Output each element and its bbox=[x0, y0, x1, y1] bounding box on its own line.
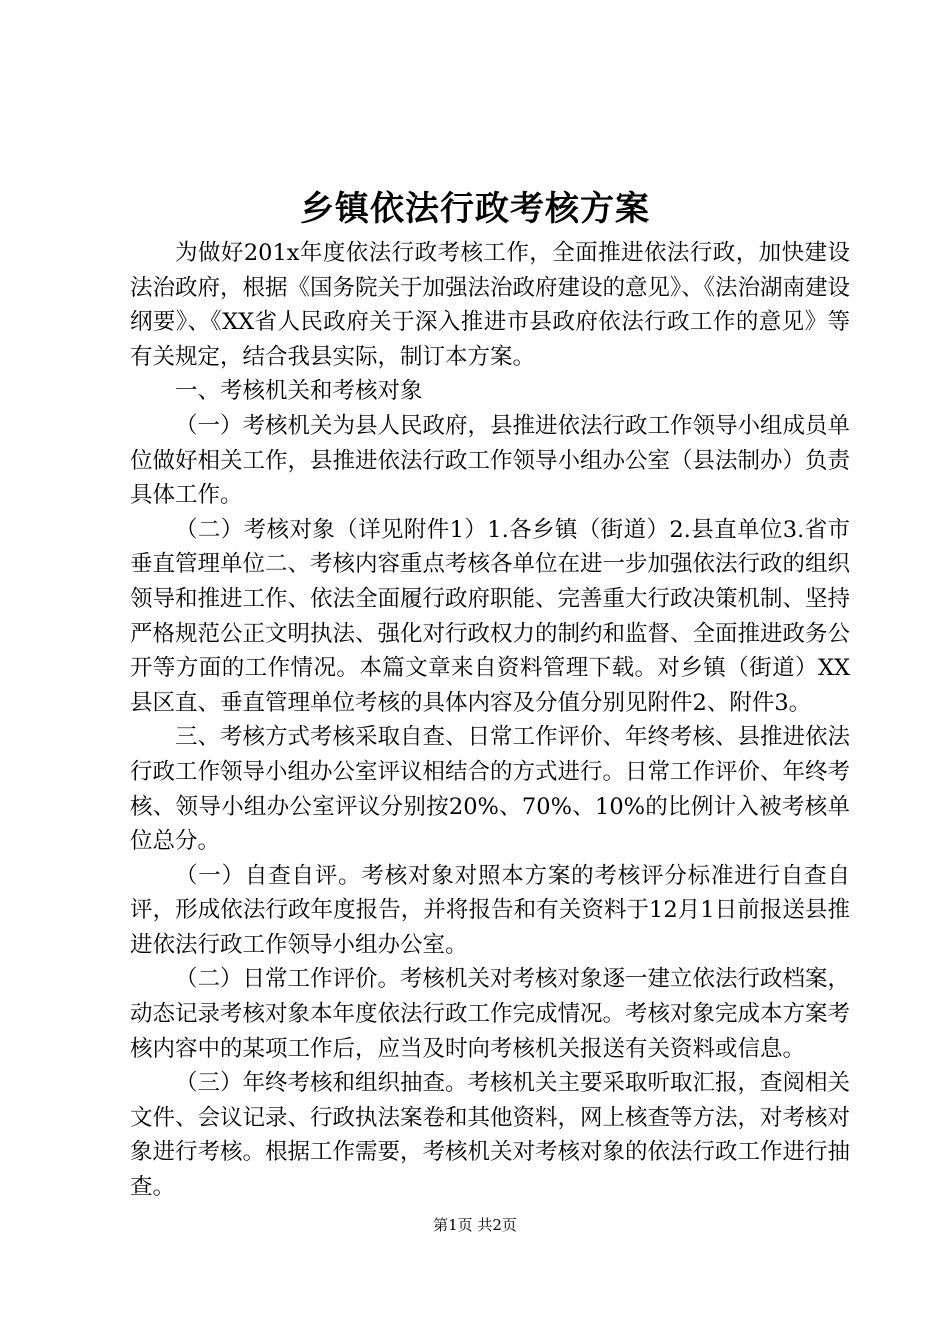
paragraph-daily-evaluation: （二）日常工作评价。考核机关对考核对象逐一建立依法行政档案，动态记录考核对象本年度依法行政工作完成情况。考核对象完成本方案考核内容中的某项工作后，应当及时向考核机关报送有关资料或信息。 bbox=[130, 966, 851, 1062]
document-body bbox=[130, 236, 850, 1205]
paragraph-exam-methods: 三、考核方式考核采取自查、日常工作评价、年终考核、县推进依法行政工作领导小组办公室评议相结合的方式进行。日常工作评价、年终考核、领导小组办公室评议分别按20%、70%、10%的比例计入被考核单位总分。 bbox=[130, 724, 851, 855]
paragraph-self-check: （一）自查自评。考核对象对照本方案的考核评分标准进行自查自评，形成依法行政年度报告，并将报告和有关资料于12月1日前报送县推进依法行政工作领导小组办公室。 bbox=[130, 862, 850, 958]
intro-paragraph: 为做好201x年度依法行政考核工作，全面推进依法行政，加快建设法治政府，根据《国务院关于加强法治政府建设的意见》、《法治湖南建设纲要》、《XX省人民政府关于深入推进市县政府依法行政工作的意见》等有关规定，结合我县实际，制订本方案。 bbox=[130, 240, 851, 370]
document-title: 乡镇依法行政考核方案 bbox=[300, 189, 650, 229]
paragraph-annual-review: （三）年终考核和组织抽查。考核机关主要采取听取汇报，查阅相关文件、会议记录、行政执法案卷和其他资料，网上核查等方法，对考核对象进行考核。根据工作需要，考核机关对考核对象的依法行政工作进行抽查。 bbox=[130, 1070, 851, 1201]
section-heading-1: 一、考核机关和考核对象 bbox=[175, 378, 423, 405]
page-footer: 第1页 共2页 bbox=[433, 1216, 517, 1234]
paragraph-exam-authority: （一）考核机关为县人民政府，县推进依法行政工作领导小组成员单位做好相关工作，县推进依法行政工作领导小组办公室（县法制办）负责具体工作。 bbox=[130, 412, 851, 509]
paragraph-exam-targets: （二）考核对象（详见附件1）1.各乡镇（街道）2.县直单位3.省市垂直管理单位二、考核内容重点考核各单位在进一步加强依法行政的组织领导和推进工作、依法全面履行政府职能、完善重大行政决策机制、坚持严格规范公正文明执法、强化对行政权力的制约和监督、全面推进政务公开等方面的工作情况。本篇文章来自资料管理下载。对乡镇（街道）XX县区直、垂直管理单位考核的具体内容及分值分别见附件2、附件3。 bbox=[130, 516, 851, 716]
